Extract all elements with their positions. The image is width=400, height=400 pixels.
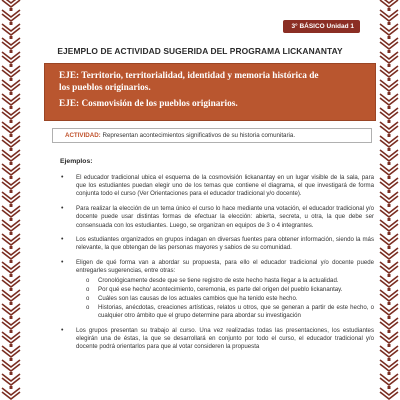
zigzag-motif bbox=[2, 178, 20, 189]
bullet-icon: • bbox=[61, 259, 64, 267]
zigzag-motif bbox=[2, 164, 20, 175]
dot-motif bbox=[388, 260, 391, 263]
zigzag-motif bbox=[2, 234, 20, 245]
zigzag-motif bbox=[2, 290, 20, 301]
dot-motif bbox=[10, 92, 13, 95]
zigzag-motif bbox=[380, 192, 398, 203]
dot-motif bbox=[10, 232, 13, 235]
zigzag-motif bbox=[2, 80, 20, 91]
zigzag-motif bbox=[380, 136, 398, 147]
zigzag-motif bbox=[2, 262, 20, 273]
dot-motif bbox=[10, 316, 13, 319]
zigzag-motif bbox=[380, 38, 398, 49]
dot-motif bbox=[10, 218, 13, 221]
dot-motif bbox=[10, 148, 13, 151]
zigzag-motif bbox=[2, 94, 20, 105]
sub-list-item-text: Cronológicamente desde que se tiene registro de este hecho hasta llegar a la actualidad. bbox=[98, 276, 339, 284]
examples-heading: Ejemplos: bbox=[60, 158, 93, 165]
dot-motif bbox=[388, 246, 391, 249]
sub-list-item-text: Por qué ese hecho/ acontecimiento, ceremonia, es parte del origen del pueblo lickanantay. bbox=[98, 285, 343, 293]
dot-motif bbox=[388, 190, 391, 193]
dot-motif bbox=[10, 302, 13, 305]
zigzag-motif bbox=[2, 206, 20, 217]
dot-motif bbox=[388, 316, 391, 319]
dot-motif bbox=[388, 92, 391, 95]
zigzag-motif bbox=[380, 24, 398, 35]
zigzag-motif bbox=[380, 332, 398, 343]
dot-motif bbox=[10, 204, 13, 207]
zigzag-motif bbox=[380, 290, 398, 301]
activity-text: Representan acontecimientos significativos de su historia comunitaria. bbox=[102, 132, 296, 139]
dot-motif bbox=[10, 78, 13, 81]
circle-bullet-icon: o bbox=[86, 277, 90, 284]
dot-motif bbox=[388, 218, 391, 221]
zigzag-motif bbox=[380, 108, 398, 119]
zigzag-motif bbox=[380, 318, 398, 329]
zigzag-motif bbox=[380, 0, 398, 7]
zigzag-motif bbox=[2, 360, 20, 371]
list-item-text: El educador tradicional ubica el esquema de la cosmovisión lickanantay en un lugar visible de la sala, para que los estudiantes puedan elegir uno de los temas que contiene el diagrama, el que investigará de forma conjunta todo el curso (Ver Orientaciones para el educador tradicional y/o docente). bbox=[76, 174, 374, 198]
zigzag-motif bbox=[2, 52, 20, 63]
zigzag-motif bbox=[2, 220, 20, 231]
decorative-border-left bbox=[0, 0, 22, 400]
zigzag-motif bbox=[380, 52, 398, 63]
list-item bbox=[58, 259, 374, 320]
axis-cosmovision: EJE: Cosmovisión de los pueblos originarios. bbox=[59, 99, 238, 109]
list-item-text: Los grupos presentan su trabajo al curso. Una vez realizadas todas las presentaciones, los estudiantes elegirán una de éstas, la que se desarrollará en conjunto por todo el curso, el educador tradicional y/o docente podrá orientarlos para que al votar consideren la propuesta bbox=[76, 327, 374, 351]
axis-header-box bbox=[44, 63, 376, 121]
dot-motif bbox=[10, 64, 13, 67]
zigzag-motif bbox=[380, 234, 398, 245]
dot-motif bbox=[388, 358, 391, 361]
zigzag-motif bbox=[2, 0, 20, 7]
zigzag-motif bbox=[380, 164, 398, 175]
dot-motif bbox=[388, 302, 391, 305]
dot-motif bbox=[388, 330, 391, 333]
dot-motif bbox=[10, 8, 13, 11]
zigzag-motif bbox=[2, 38, 20, 49]
zigzag-motif bbox=[2, 108, 20, 119]
dot-motif bbox=[10, 190, 13, 193]
dot-motif bbox=[388, 50, 391, 53]
dot-motif bbox=[10, 288, 13, 291]
axis-territory-line1: EJE: Territorio, territorialidad, identidad y memoria histórica de bbox=[59, 71, 319, 81]
zigzag-motif bbox=[380, 122, 398, 133]
dot-motif bbox=[388, 288, 391, 291]
dot-motif bbox=[388, 232, 391, 235]
list-item bbox=[58, 327, 374, 352]
decorative-border-right bbox=[378, 0, 400, 400]
zigzag-motif bbox=[2, 192, 20, 203]
page-title: EJEMPLO DE ACTIVIDAD SUGERIDA DEL PROGRAMA LICKANANTAY bbox=[57, 46, 343, 56]
zigzag-motif bbox=[2, 388, 20, 399]
bullet-icon: • bbox=[61, 236, 64, 244]
zigzag-motif bbox=[2, 24, 20, 35]
dot-motif bbox=[10, 120, 13, 123]
activity-label: ACTIVIDAD: bbox=[65, 132, 101, 139]
zigzag-motif bbox=[2, 318, 20, 329]
zigzag-motif bbox=[380, 66, 398, 77]
zigzag-motif bbox=[380, 178, 398, 189]
list-item-text: Eligen de qué forma van a abordar su propuesta, para ello el educador tradicional y/o docente puede entregarles sugerencias, entre otras: bbox=[76, 259, 374, 275]
dot-motif bbox=[388, 134, 391, 137]
zigzag-motif bbox=[380, 276, 398, 287]
grade-unit-badge: 3° BÁSICO Unidad 1 bbox=[283, 20, 360, 33]
zigzag-motif bbox=[380, 388, 398, 399]
list-item-text: Para realizar la elección de un tema único el curso lo hace mediante una votación, el educador tradicional y/o docente puede usar distintas formas de efectuar la elección: abierta, secreta, u otra, la que debe ser consensuada con los estudiantes. Luego, se organizan en equipos de 3 o 4 integrantes. bbox=[76, 205, 374, 229]
circle-bullet-icon: o bbox=[86, 286, 90, 293]
dot-motif bbox=[10, 246, 13, 249]
dot-motif bbox=[388, 274, 391, 277]
dot-motif bbox=[388, 344, 391, 347]
examples-list bbox=[58, 174, 374, 358]
dot-motif bbox=[388, 120, 391, 123]
dot-motif bbox=[388, 148, 391, 151]
dot-motif bbox=[10, 22, 13, 25]
dot-motif bbox=[10, 372, 13, 375]
dot-motif bbox=[388, 162, 391, 165]
zigzag-motif bbox=[380, 262, 398, 273]
list-item bbox=[58, 174, 374, 199]
dot-motif bbox=[388, 8, 391, 11]
circle-bullet-icon: o bbox=[86, 295, 90, 302]
list-item-text: Los estudiantes organizados en grupos indagan en diversas fuentes para obtener información, siendo la más relevante, la que obtengan de las personas mayores y sabios de su comunidad. bbox=[76, 236, 374, 252]
zigzag-motif bbox=[380, 346, 398, 357]
dot-motif bbox=[10, 330, 13, 333]
dot-motif bbox=[10, 386, 13, 389]
sub-list-item bbox=[58, 277, 374, 285]
zigzag-motif bbox=[380, 206, 398, 217]
bullet-icon: • bbox=[61, 174, 64, 181]
zigzag-motif bbox=[2, 304, 20, 315]
zigzag-motif bbox=[380, 10, 398, 21]
sub-list-item bbox=[58, 304, 374, 320]
zigzag-motif bbox=[380, 248, 398, 259]
dot-motif bbox=[10, 344, 13, 347]
dot-motif bbox=[388, 204, 391, 207]
dot-motif bbox=[388, 386, 391, 389]
dot-motif bbox=[10, 274, 13, 277]
zigzag-motif bbox=[2, 136, 20, 147]
zigzag-motif bbox=[380, 304, 398, 315]
dot-motif bbox=[10, 36, 13, 39]
zigzag-motif bbox=[2, 122, 20, 133]
zigzag-motif bbox=[2, 374, 20, 385]
sub-list-item-text: Cuáles son las causas de los actuales cambios que ha tenido este hecho. bbox=[98, 294, 298, 302]
circle-bullet-icon: o bbox=[86, 305, 90, 312]
zigzag-motif bbox=[380, 150, 398, 161]
list-item bbox=[58, 205, 374, 230]
sub-list-item-text: Historias, anécdotas, creaciones artísticas, relatos u otros, que se generan a partir de este hecho, o cualquier otro ámbito que el grupo determine para abordar su investigación bbox=[98, 304, 374, 320]
dot-motif bbox=[388, 22, 391, 25]
zigzag-motif bbox=[2, 346, 20, 357]
zigzag-motif bbox=[380, 220, 398, 231]
zigzag-motif bbox=[380, 94, 398, 105]
dot-motif bbox=[388, 78, 391, 81]
dot-motif bbox=[388, 64, 391, 67]
zigzag-motif bbox=[380, 360, 398, 371]
axis-territory-line2: los pueblos originarios. bbox=[59, 83, 151, 93]
activity-box bbox=[52, 128, 372, 143]
bullet-icon: • bbox=[61, 327, 64, 335]
zigzag-motif bbox=[2, 332, 20, 343]
dot-motif bbox=[388, 176, 391, 179]
dot-motif bbox=[10, 176, 13, 179]
zigzag-motif bbox=[2, 66, 20, 77]
sub-list-item bbox=[58, 286, 374, 294]
dot-motif bbox=[10, 162, 13, 165]
dot-motif bbox=[388, 36, 391, 39]
dot-motif bbox=[10, 358, 13, 361]
dot-motif bbox=[10, 260, 13, 263]
dot-motif bbox=[10, 50, 13, 53]
dot-motif bbox=[10, 106, 13, 109]
zigzag-motif bbox=[2, 150, 20, 161]
zigzag-motif bbox=[2, 276, 20, 287]
dot-motif bbox=[388, 106, 391, 109]
list-item bbox=[58, 236, 374, 252]
dot-motif bbox=[388, 372, 391, 375]
zigzag-motif bbox=[2, 10, 20, 21]
sub-list-item bbox=[58, 295, 374, 303]
zigzag-motif bbox=[2, 248, 20, 259]
axis-territory bbox=[59, 70, 367, 94]
bullet-icon: • bbox=[61, 205, 64, 213]
zigzag-motif bbox=[380, 374, 398, 385]
zigzag-motif bbox=[380, 80, 398, 91]
dot-motif bbox=[10, 134, 13, 137]
